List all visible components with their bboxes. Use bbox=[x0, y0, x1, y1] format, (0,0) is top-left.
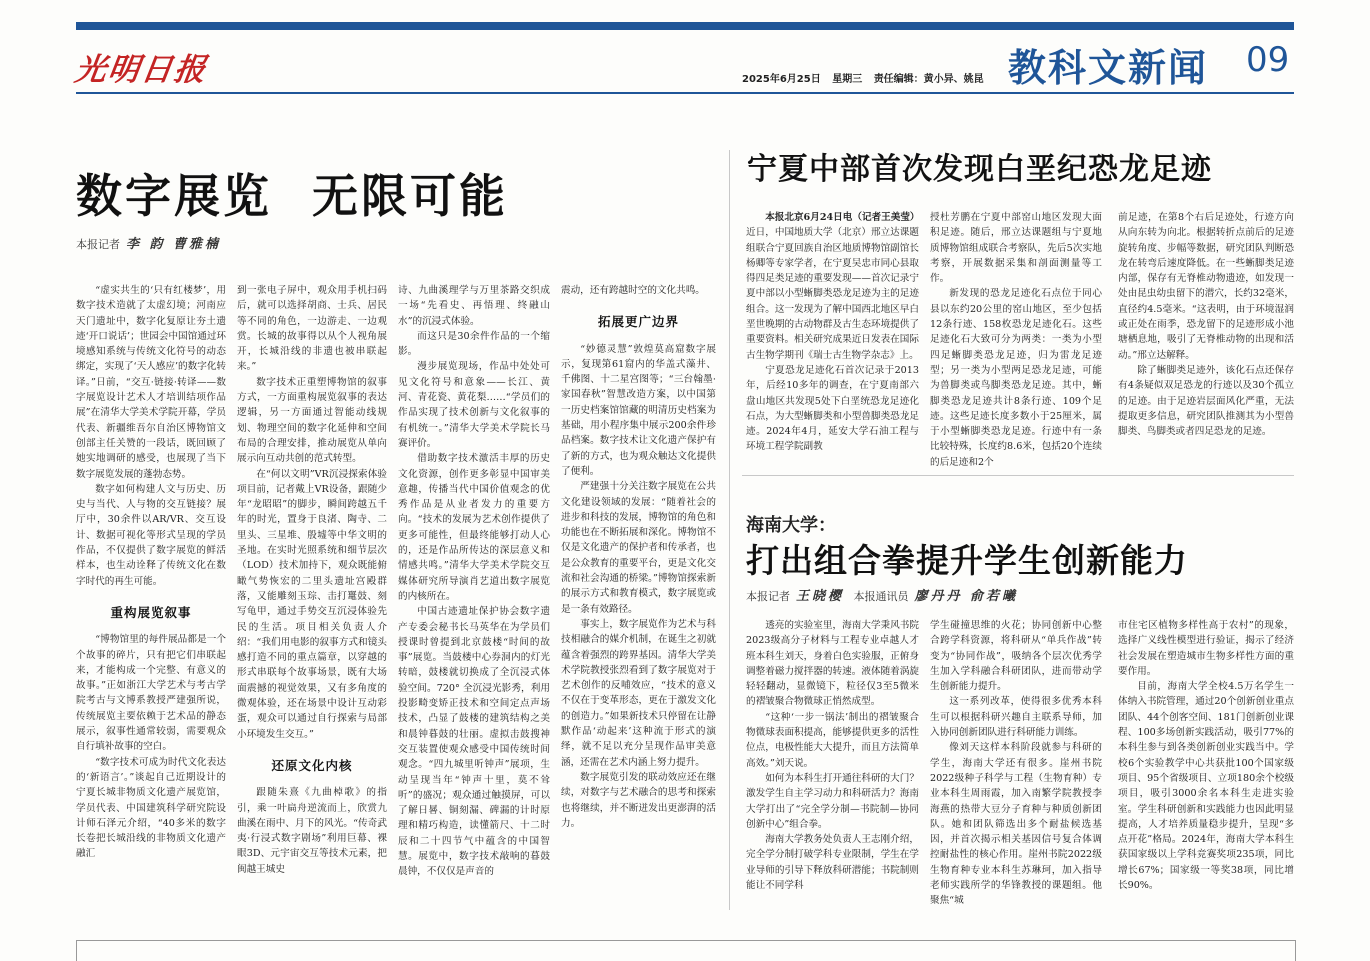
paragraph: 透亮的实验室里，海南大学秉风书院2023级高分子材料与工程专业卓越人才班本科生刘天，身着白色实验服，正俯身调整着磁力搅拌器的转速。液体随着涡旋轻轻翻动，显微镜下，粒径仅3至5微米的褶皱聚合物微球正悄然成型。 bbox=[746, 620, 919, 708]
paragraph: 像刘天这样本科阶段就参与科研的学生，海南大学还有很多。崖州书院2022级种子科学与工程（生物育种）专业本科生周雨霞，加入南繁学院教授李海燕的热带大豆分子育种与种质创新团队。她和团队筛选出多个耐盐候选基因，并首次揭示相关基因信号复合体调控耐盐性的核心作用。崖州书院2022级生物育种专业本科生苏琳珂，加入指导老师实践所学的华锋教授的课题组。他聚焦“城 bbox=[930, 742, 1102, 907]
paragraph: “这种‘一步一锅法’制出的褶皱聚合物微球表面积提高，能够提供更多的活性位点，电极性能大大提升，而且方法简单高效。”刘天说。 bbox=[746, 711, 919, 769]
subheading: 重构展览叙事 bbox=[110, 604, 192, 620]
paragraph: 漫步展览现场，作品中处处可见文化符号和意象——长江、黄河、青花瓷、黄花梨……“学员们的作品实现了技术创新与文化叙事的有机统一。”清华大学美术学院长马赛评价。 bbox=[398, 361, 550, 449]
paragraph: 在“何以文明”VR沉浸探索体验项目前，记者戴上VR设备，跟随少年“龙昭昭”的脚步，瞬间跨越五千年的时光，置身于良渚、陶寺、二里头、三星堆、殷墟等中华文明的圣地。在实时光照系统和细节层次（LOD）技术加持下，观众既能俯瞰气势恢宏的二里头遗址宫殿群落，又能雕刻玉琮、击打鼍鼓、刻写龟甲，通过手势交互沉浸体验先民的生活。项目相关负责人介绍：“我们用电影的叙事方式和镜头感打造不同的重点篇章，以穿越的形式串联每个故事场景，既有大场面震撼的视觉效果，又有多角度的微观体验，还在场景中设计互动彩蛋，观众可以通过自行探索与局部小环境发生交互。” bbox=[237, 468, 387, 740]
paragraph: 诗、九曲溪理学与万里茶路交织成一场“先看史、再悟理、终融山水”的沉浸式体验。 bbox=[398, 285, 550, 327]
byline-name: 廖丹丹 俞若曦 bbox=[914, 589, 1019, 604]
paragraph: 新发现的恐龙足迹化石点位于同心县以东约20公里的窑山地区，至少包括12条行迹、158枚恐龙足迹化石。这些足迹化石大致可分为两类：一类为小型四足蜥脚类恐龙足迹，归为雷龙足迹型；另一类为小型两足恐龙足迹，可能为兽脚类或鸟脚类恐龙足迹。其中，蜥脚类恐龙足迹共计8条行迹、109个足迹。这些足迹长度多数小于25厘米，属于小型蜥脚类恐龙足迹。行迹中有一条比较特殊，长度约8.6米，包括20个连续的后足迹和2个 bbox=[930, 288, 1102, 468]
paragraph: 市住宅区植物多样性高于农村”的现象，选择广义线性模型进行验证，揭示了经济社会发展在塑造城市生物多样性方面的重要作用。 bbox=[1118, 620, 1294, 677]
paragraph: 前足迹，在第8个右后足迹处，行迹方向从向东转为向北。根据转折点前后的足迹旋转角度、步幅等数据，研究团队判断恐龙在转弯后速度降低。在一些蜥脚类足迹内部，保存有无脊椎动物遗迹，如发现一处由昆虫幼虫留下的潜穴，长约32毫米，直径约4.5毫米。“这表明，由于环境湿润或正处在雨季，恐龙留下的足迹形成小池塘栖息地，吸引了无脊椎动物的出现和活动。”邢立达解释。 bbox=[1118, 212, 1294, 361]
article1-headline-part2: 无限可能 bbox=[312, 169, 508, 223]
top-color-bar bbox=[76, 22, 1294, 30]
responsible-editors: 责任编辑：黄小异、姚昆 bbox=[873, 74, 984, 85]
article2-column-2 bbox=[930, 210, 1102, 468]
byline-label: 本报记者 bbox=[746, 590, 790, 603]
page-info bbox=[742, 70, 992, 85]
byline-names: 李 韵 曹雅楠 bbox=[126, 237, 222, 252]
paragraph: 近日，中国地质大学（北京）邢立达课题组联合宁夏回族自治区地质博物馆副馆长杨卿等专家学者，在宁夏吴忠市同心县取得四足类足迹的重要发现——首次记录宁夏中部以小型蜥脚类恐龙足迹为主的足迹组合。这一发现为了解中国西北地区早白垩世晚期的古动物群及古生态环境提供了重要资料。相关研究成果近日发表在国际古生物学期刊《瑞士古生物学杂志》上。 bbox=[746, 227, 919, 361]
paragraph: “数字技术可成为时代文化表达的‘新语言’。”谈起自己近期设计的宁夏长城非物质文化遗产展览馆，学员代表、中国建筑科学研究院设计师石泽元介绍，“40多米的数字长卷把长城沿线的非物质文化遗产融汇 bbox=[76, 756, 226, 860]
article3-kicker: 海南大学： bbox=[746, 515, 836, 536]
paragraph: 事实上，数字展览作为艺术与科技相融合的媒介机制，在诞生之初就蕴含着强烈的跨界基因。清华大学美术学院教授张烈看到了数字展览对于艺术创作的反哺效应，“技术的意义不仅在于变革形态，更在于激发文化的创造力。”如果新技术只停留在让静默作品‘动起来’这种流于形式的演绎，就不足以充分呈现作品审美意涵，还需在艺术内涵上努力提升。 bbox=[561, 618, 716, 768]
paragraph: 震动，还有跨越时空的文化共鸣。 bbox=[561, 285, 705, 296]
paragraph: 到一张电子屏中，观众用手机扫码后，就可以选择胡商、士兵、居民等不同的角色，一边游走、一边观赏。长城的故事得以从个人视角展开，长城沿线的非遗也被串联起来。” bbox=[237, 285, 387, 373]
subheading: 拓展更广边界 bbox=[597, 314, 679, 330]
article2-headline: 宁夏中部首次发现白垩纪恐龙足迹 bbox=[747, 152, 1212, 187]
article3-headline: 打出组合拳提升学生创新能力 bbox=[746, 541, 1188, 580]
article1-headline-part1: 数字展览 bbox=[76, 169, 272, 223]
paragraph: 而这只是30余件作品的一个缩影。 bbox=[398, 330, 550, 358]
article3-column-2 bbox=[930, 618, 1102, 918]
header-rule bbox=[76, 92, 1294, 94]
paragraph: 宁夏恐龙足迹化石首次记录于2013年，后经10多年的调查，在宁夏南部六盘山地区共发现5处下白垩统恐龙足迹化石点，为大型蜥脚类和小型兽脚类恐龙足迹。2024年4月，延安大学石油工程与环境工程学院副教 bbox=[746, 364, 919, 453]
article3-column-3 bbox=[1118, 618, 1294, 918]
byline-label: 本报记者 bbox=[76, 238, 120, 251]
newspaper-logo: 光明日报 bbox=[72, 52, 210, 88]
next-article-box bbox=[76, 940, 1296, 961]
page-number: 09 bbox=[1246, 40, 1290, 80]
article1-headline bbox=[76, 160, 508, 226]
issue-weekday: 星期三 bbox=[832, 74, 863, 85]
paragraph: “虚实共生的‘只有红楼梦’，用数字技术造就了太虚幻境；河南应天门遗址中，数字化复原让夯土遗迹‘开口说话’；世园会中国馆通过环境感知系统与传统文化符号的动态绑定，实现了‘天人感应’的数字化转译。”日前，“交互·链接·转译——数字展览设计艺术人才培训结项作品展”在清华大学美术学院开幕，学员代表、新疆维吾尔自治区博物馆文创部主任关赞的一段话，既回顾了她实地调研的感受，也展现了当下数字展览发展的蓬勃态势。 bbox=[76, 285, 227, 480]
article2-column-1 bbox=[746, 210, 919, 460]
paragraph: 严建强十分关注数字展览在公共文化建设领域的发展：“随着社会的进步和科技的发展，博物馆的角色和功能也在不断拓展和深化。博物馆不仅是文化遗产的保护者和传承者，也是公众教育的重要平台，更是文化交流和社会沟通的桥梁。”博物馆探索新的展示方式和教育模式，数字展览或是一条有效路径。 bbox=[561, 481, 716, 615]
dateline: 本报北京6月24日电（记者王美莹） bbox=[765, 212, 920, 223]
paragraph: “妙德灵慧”敦煌莫高窟数字展示，复现第61窟内的华盖式藻井、千佛图、十二星宫图等；“三台翰墨·家国春秋”智慧改造方案，以中国第一历史档案馆馆藏的明清历史档案为基础，用小程序集中展示200余件珍品档案。数字技术让文化遗产保护有了新的方式，也为观众触达文化提供了便利。 bbox=[561, 343, 716, 477]
article1-column-1 bbox=[76, 283, 226, 913]
paragraph: 如何为本科生打开通往科研的大门？激发学生自主学习动力和科研活力？海南大学打出了“完全学分制—书院制—协同创新中心”组合拳。 bbox=[746, 772, 919, 830]
paragraph: 除了蜥脚类足迹外，该化石点还保存有4条疑似双足恐龙的行迹以及30个孤立的足迹。由于足迹岩层面风化严重，无法提取更多信息，研究团队推测其为小型兽脚类、鸟脚类或者四足恐龙的足迹。 bbox=[1118, 364, 1294, 438]
article-divider bbox=[742, 475, 1294, 476]
issue-date: 2025年6月25日 bbox=[742, 74, 821, 85]
article1-column-3 bbox=[398, 283, 550, 913]
paragraph: “博物馆里的每件展品都是一个个故事的碎片，只有把它们串联起来，才能构成一个完整、有意义的故事。”正如浙江大学艺术与考古学院考古与文博系教授严建强所说，传统展览主要依赖于艺术品的静态展示，叙事性通常较弱，需要观众自行填补故事的空白。 bbox=[76, 634, 226, 753]
paragraph: 数字展览引发的联动效应还在继续，对数字与艺术融合的思考和探索也将继续，并不断迸发出更澎湃的活力。 bbox=[561, 771, 716, 829]
byline-label: 本报通讯员 bbox=[853, 590, 909, 603]
subheading: 还原文化内核 bbox=[271, 757, 353, 773]
article2-column-3 bbox=[1118, 210, 1294, 460]
paragraph: 数字技术正重塑博物馆的叙事方式，一方面重构展览叙事的表达逻辑，另一方面通过智能动线规划、物理空间的数字化延伸和空间布局的合理安排，推动展览从单向展示向互动共创的范式转型。 bbox=[237, 376, 387, 465]
column-divider bbox=[729, 150, 730, 910]
byline-name: 王晓樱 bbox=[796, 589, 845, 604]
paragraph: 学生碰撞思维的火花；协同创新中心整合跨学科资源，将科研从“单兵作战”转变为“协同作战”，吸纳各个层次优秀学生加入学科融合科研团队，进而带动学生创新能力提升。 bbox=[930, 620, 1102, 693]
article3-byline bbox=[746, 585, 1024, 604]
paragraph: 目前，海南大学全校4.5万名学生一体纳入书院管理，通过20个创新创业重点团队、44个创客空间、181门创新创业课程、100多场创新实践活动，吸引77%的本科生参与到各类创新创业实践当中。学校6个实验教学中心共获批100个国家级项目、95个省级项目、立项180余个校级项目，吸引3000余名本科生走进实验室。学生科研创新和实践能力也因此明显提高，人才培养质量稳步提升，呈现“多点开花”格局。2024年，海南大学本科生获国家级以上学科竞赛奖项235项，同比增长67%；国家级一等奖38项，同比增长90%。 bbox=[1118, 681, 1294, 892]
article3-column-1 bbox=[746, 618, 919, 918]
paragraph: 数字如何构建人文与历史、历史与当代、人与物的交互链接？展厅中，30余件以AR/VR、交互设计、数据可视化等形式呈现的学员作品，不仅提供了数字展览的鲜活样本，也生动诠释了传统文化在数字时代的再生可能。 bbox=[76, 483, 226, 587]
article1-byline bbox=[76, 233, 227, 252]
article1-column-4 bbox=[561, 283, 716, 913]
paragraph: 这一系列改革，使得很多优秀本科生可以根据科研兴趣自主联系导师，加入协同创新团队进行科研能力训练。 bbox=[930, 696, 1102, 739]
paragraph: 中国古迹遗址保护协会数字遗产专委会秘书长马英华在为学员们授课时曾提到北京鼓楼“时间的故事”展览。当鼓楼中心券洞内的灯光转暗，鼓楼就切换成了全沉浸式体验空间。720° 全沉浸光影秀，利用投影畸变矫正技术和空间定点声场技术，凸显了鼓楼的建筑结构之美和晨钟暮鼓的壮丽。虚拟击鼓搜神交互装置使观众感受中国传统时间观念。“四九城里听钟声”展项，生动呈现当年“钟声十里，莫不耸听”的盛况；观众通过触摸屏，可以了解日晷、铜刻漏、碑漏的计时原理和精巧构造，读懂箭尺、十二时辰和二十四节气中蕴含的中国智慧。展览中，数字技术敲响的暮鼓晨钟，不仅仅是声音的 bbox=[398, 606, 550, 878]
paragraph: 授杜芳鹏在宁夏中部窑山地区发现大面积足迹。随后，邢立达课题组与宁夏地质博物馆组成联合考察队，先后5次实地考察，开展数据采集和剖面测量等工作。 bbox=[930, 212, 1102, 285]
paragraph: 借助数字技术激活丰厚的历史文化资源，创作更多彰显中国审美意趣，传播当代中国价值观念的优秀作品是从业者发力的重要方向。“技术的发展为艺术创作提供了更多可能性，但最终能够打动人心的，还是作品所传达的深层意义和情感共鸣。”清华大学美术学院交互媒体研究所导演肖艺道出数字展览的内核所在。 bbox=[398, 453, 550, 602]
paragraph: 跟随朱熹《九曲棹歌》的指引，乘一叶扁舟逆流而上，欣赏九曲溪在雨中、月下的风光。“传奇武夷·行浸式数字剧场”利用巨幕、裸眼3D、元宇宙交互等技术元素，把闽越王城史 bbox=[237, 787, 387, 875]
article1-column-2 bbox=[237, 283, 387, 913]
paragraph: 海南大学教务处负责人王志刚介绍，完全学分制打破学科专业限制，学生在学业导师的引导下释放科研潜能；书院制则能让不同学科 bbox=[746, 834, 919, 892]
section-title: 教科文新闻 bbox=[1008, 46, 1209, 90]
